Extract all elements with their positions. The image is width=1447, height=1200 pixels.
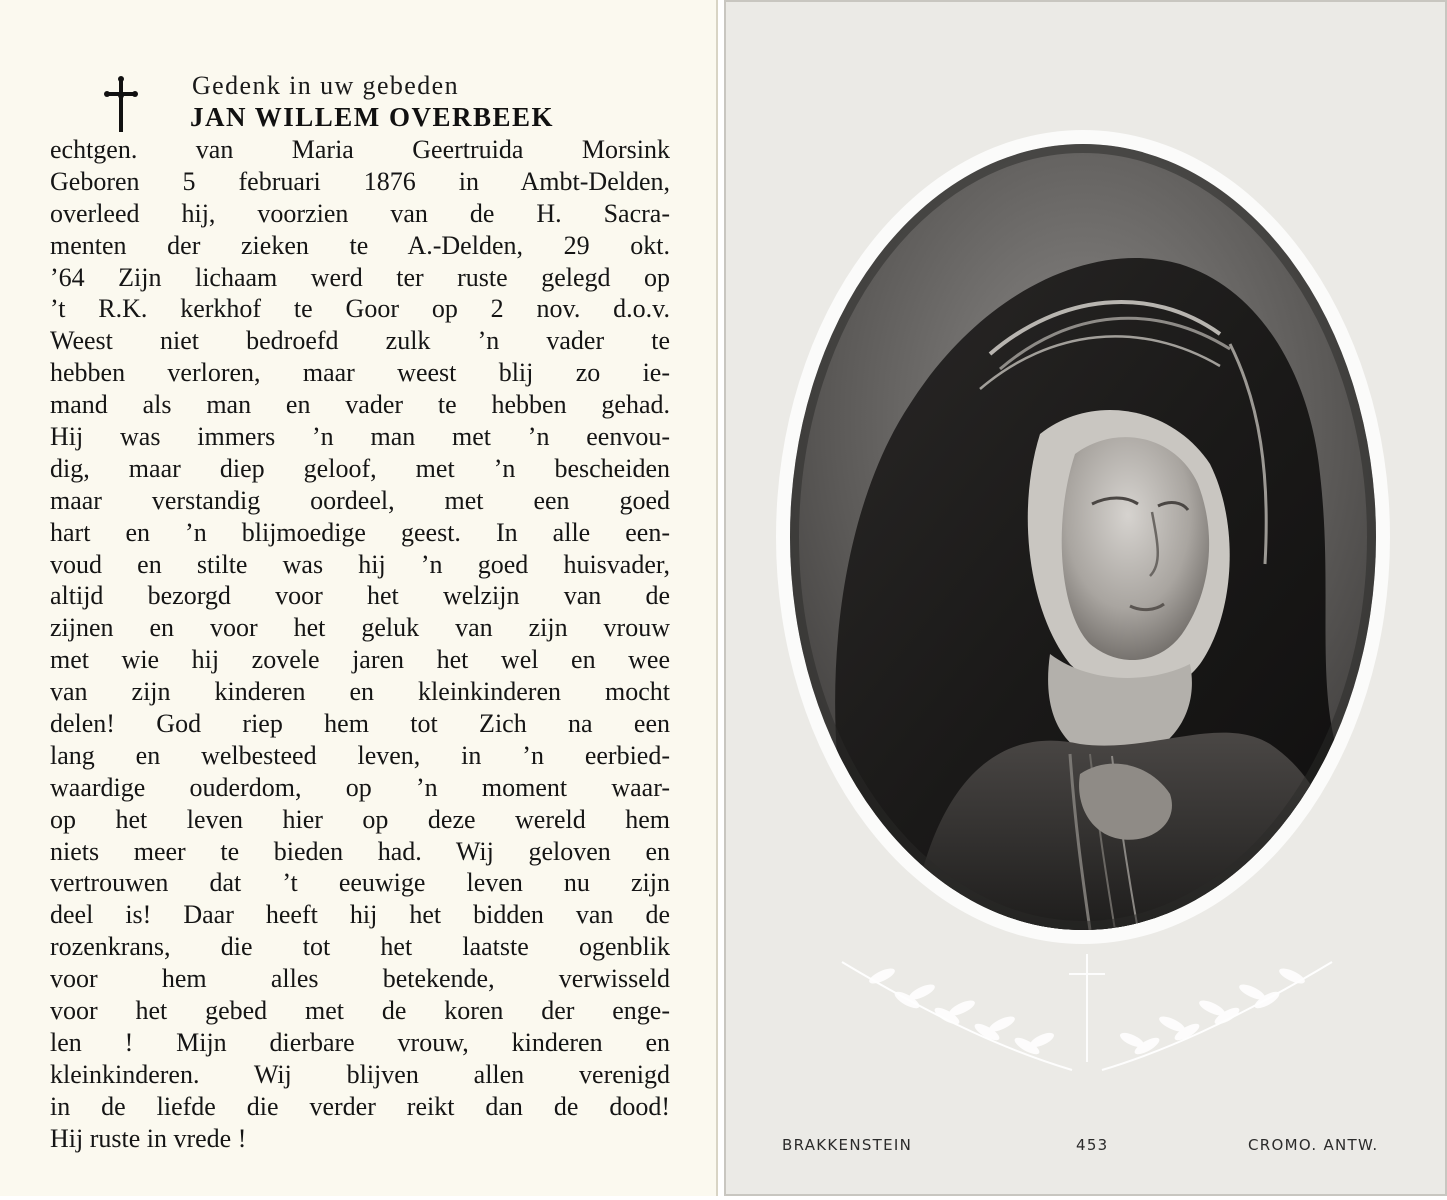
text-line: op het leven hier op deze wereld hem: [50, 804, 670, 834]
text-line: vertrouwen dat ’t eeuwige leven nu zijn: [50, 868, 670, 898]
card-number: 453: [1076, 1136, 1109, 1154]
text-line: dig, maar diep geloof, met ’n bescheiden: [50, 453, 670, 483]
text-line: altijd bezorgd voor het welzijn van de: [50, 581, 670, 611]
text-line: hebben verloren, maar weest blij zo ie-: [50, 358, 670, 388]
text-line: voor hem alles betekende, verwisseld: [50, 964, 670, 994]
laurel-cross-emblem: [822, 942, 1352, 1092]
text-line: in de liefde die verder reikt dan de dood!: [50, 1091, 670, 1121]
text-line: menten der zieken te A.-Delden, 29 okt.: [50, 230, 670, 260]
text-line: Geboren 5 februari 1876 in Ambt-Delden,: [50, 166, 670, 196]
text-line: van zijn kinderen en kleinkinderen mocht: [50, 677, 670, 707]
text-line: ’t R.K. kerkhof te Goor op 2 nov. d.o.v.: [50, 294, 670, 324]
text-line: lang en welbesteed leven, in ’n eerbied-: [50, 740, 670, 770]
text-line: Weest niet bedroefd zulk ’n vader te: [50, 326, 670, 356]
memorial-body-text: [50, 134, 670, 1155]
publisher-label: BRAKKENSTEIN: [782, 1136, 913, 1154]
text-line: rozenkrans, die tot het laatste ogenblik: [50, 932, 670, 962]
text-line: waardige ouderdom, op ’n moment waar-: [50, 772, 670, 802]
text-line: mand als man en vader te hebben gehad.: [50, 390, 670, 420]
text-line: kleinkinderen. Wij blijven allen verenigd: [50, 1059, 670, 1089]
text-line: deel is! Daar heeft hij het bidden van de: [50, 900, 670, 930]
deceased-name: JAN WILLEM OVERBEEK: [190, 102, 555, 132]
text-line: ’64 Zijn lichaam werd ter ruste gelegd op: [50, 262, 670, 292]
text-line: overleed hij, voorzien van de H. Sacra-: [50, 198, 670, 228]
text-line: met wie hij zovele jaren het wel en wee: [50, 645, 670, 675]
text-line: len ! Mijn dierbare vrouw, kinderen en: [50, 1027, 670, 1057]
text-line: zijnen en voor het geluk van zijn vrouw: [50, 613, 670, 643]
text-line: delen! God riep hem tot Zich na een: [50, 709, 670, 739]
text-line: maar verstandig oordeel, met een goed: [50, 485, 670, 515]
text-line: echtgen. van Maria Geertruida Morsink: [50, 135, 670, 164]
intro-line: Gedenk in uw gebeden: [192, 71, 459, 100]
text-line: hart en ’n blijmoedige geest. In alle een-: [50, 517, 670, 547]
printer-label: CROMO. ANTW.: [1248, 1136, 1379, 1154]
madonna-portrait-image: [790, 144, 1376, 930]
cross-icon: [104, 76, 138, 134]
devotional-image-card: [724, 0, 1447, 1196]
text-line: voud en stilte was hij ’n goed huisvader,: [50, 549, 670, 579]
text-line: Hij ruste in vrede !: [50, 1123, 247, 1153]
text-line: niets meer te bieden had. Wij geloven en: [50, 836, 670, 866]
memorial-text-card: [0, 0, 718, 1196]
text-line: voor het gebed met de koren der enge-: [50, 996, 670, 1026]
text-line: Hij was immers ’n man met ’n eenvou-: [50, 422, 670, 452]
